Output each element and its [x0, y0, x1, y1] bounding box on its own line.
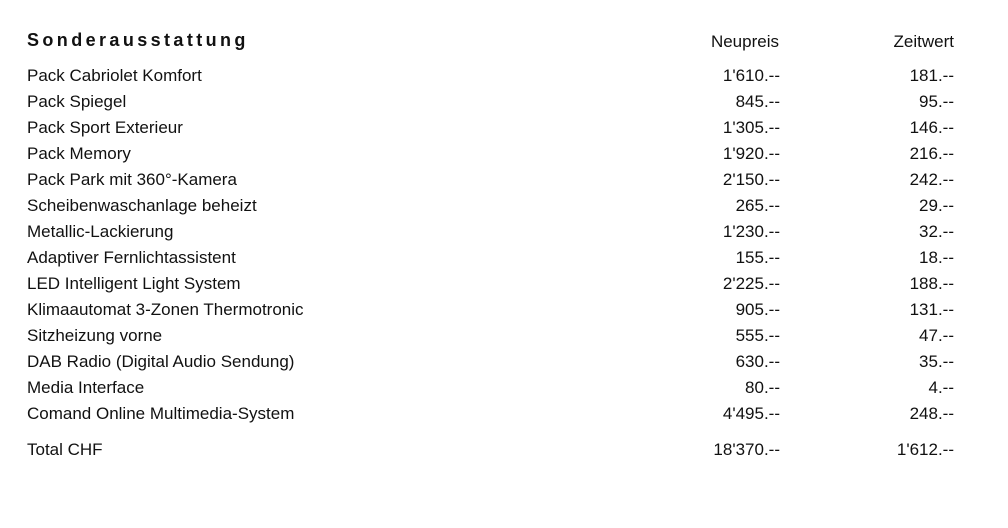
item-neupreis: 845.--: [735, 92, 780, 111]
item-neupreis: 1'610.--: [722, 66, 780, 85]
item-zeitwert: 32.--: [919, 222, 954, 241]
item-neupreis: 4'495.--: [722, 404, 780, 423]
item-neupreis: 155.--: [735, 248, 780, 267]
total-row: [0, 438, 1008, 464]
table-header: [0, 28, 1008, 52]
item-zeitwert: 4.--: [928, 378, 954, 397]
item-neupreis: 555.--: [735, 326, 780, 345]
item-label: Comand Online Multimedia-System: [27, 404, 295, 423]
item-neupreis: 1'230.--: [722, 222, 780, 241]
total-zeitwert: 1'612.--: [896, 440, 954, 459]
table-row: [0, 272, 1008, 298]
equipment-list: [0, 64, 1008, 428]
column-header-zeitwert: Zeitwert: [893, 32, 954, 51]
total-neupreis: 18'370.--: [713, 440, 780, 459]
item-neupreis: 630.--: [735, 352, 780, 371]
table-row: [0, 220, 1008, 246]
item-zeitwert: 35.--: [919, 352, 954, 371]
item-neupreis: 2'150.--: [722, 170, 780, 189]
section-title: Sonderausstattung: [27, 30, 249, 50]
table-row: [0, 168, 1008, 194]
item-neupreis: 265.--: [735, 196, 780, 215]
table-row: [0, 142, 1008, 168]
table-row: [0, 402, 1008, 428]
item-neupreis: 1'920.--: [722, 144, 780, 163]
item-zeitwert: 95.--: [919, 92, 954, 111]
item-neupreis: 80.--: [745, 378, 780, 397]
table-row: [0, 194, 1008, 220]
item-label: Media Interface: [27, 378, 145, 397]
table-row: [0, 350, 1008, 376]
item-label: Metallic-Lackierung: [27, 222, 174, 241]
item-zeitwert: 18.--: [919, 248, 954, 267]
item-zeitwert: 188.--: [909, 274, 954, 293]
item-label: Pack Park mit 360°-Kamera: [27, 170, 237, 189]
item-zeitwert: 146.--: [909, 118, 954, 137]
table-row: [0, 116, 1008, 142]
table-row: [0, 376, 1008, 402]
item-zeitwert: 248.--: [909, 404, 954, 423]
item-label: Scheibenwaschanlage beheizt: [27, 196, 257, 215]
table-row: [0, 64, 1008, 90]
item-label: LED Intelligent Light System: [27, 274, 241, 293]
item-label: Sitzheizung vorne: [27, 326, 163, 345]
item-label: Klimaautomat 3-Zonen Thermotronic: [27, 300, 304, 319]
item-neupreis: 2'225.--: [722, 274, 780, 293]
table-row: [0, 298, 1008, 324]
item-neupreis: 1'305.--: [722, 118, 780, 137]
item-label: DAB Radio (Digital Audio Sendung): [27, 352, 295, 371]
item-zeitwert: 216.--: [909, 144, 954, 163]
item-zeitwert: 29.--: [919, 196, 954, 215]
item-label: Adaptiver Fernlichtassistent: [27, 248, 236, 267]
item-zeitwert: 131.--: [909, 300, 954, 319]
item-neupreis: 905.--: [735, 300, 780, 319]
item-label: Pack Memory: [27, 144, 131, 163]
item-zeitwert: 47.--: [919, 326, 954, 345]
item-zeitwert: 242.--: [909, 170, 954, 189]
item-zeitwert: 181.--: [909, 66, 954, 85]
table-row: [0, 90, 1008, 116]
item-label: Pack Sport Exterieur: [27, 118, 183, 137]
item-label: Pack Spiegel: [27, 92, 127, 111]
table-row: [0, 246, 1008, 272]
table-row: [0, 324, 1008, 350]
column-header-neupreis: Neupreis: [710, 32, 779, 51]
item-label: Pack Cabriolet Komfort: [27, 66, 202, 85]
total-label: Total CHF: [27, 440, 103, 459]
